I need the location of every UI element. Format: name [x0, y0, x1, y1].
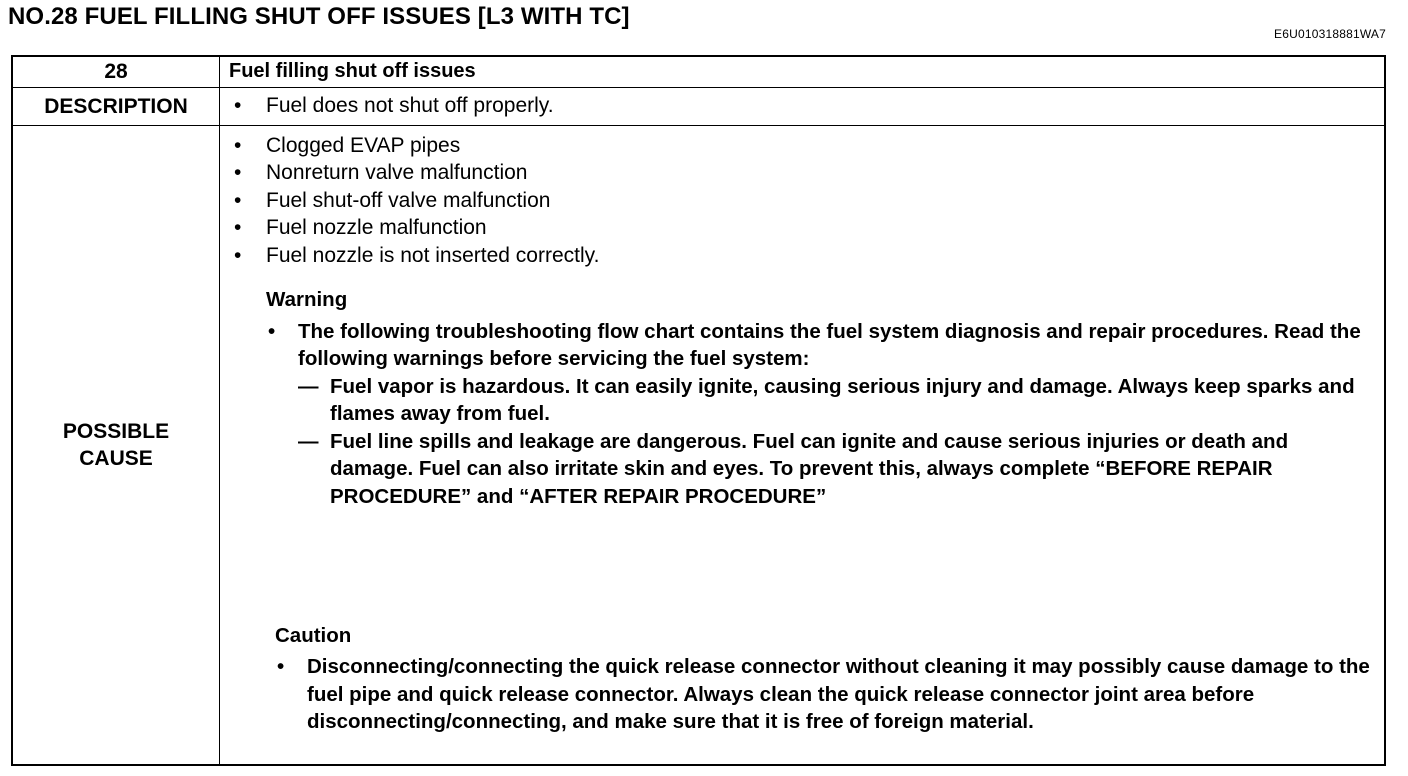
issue-name: Fuel filling shut off issues — [220, 56, 1386, 87]
caution-item: • Disconnecting/connecting the quick release connector without cleaning it may possibly cause damage to the fuel pipe and quick release connector. Always clean the quick release connector joint area before disconnecting/connecting, and make sure that it is free of foreign material. — [275, 653, 1385, 736]
description-list — [220, 92, 1384, 120]
cause-item: • Nonreturn valve malfunction — [234, 159, 1384, 187]
cause-item: • Fuel shut-off valve malfunction — [234, 187, 1384, 215]
possible-cause-cell — [220, 125, 1386, 765]
possible-cause-label — [12, 125, 220, 765]
table-header-row — [12, 56, 1385, 87]
issue-number: 28 — [12, 56, 220, 87]
cause-item: • Fuel nozzle is not inserted correctly. — [234, 242, 1384, 270]
warning-subitems — [298, 373, 1366, 511]
possible-cause-row — [12, 125, 1385, 765]
possible-cause-label-line2: CAUSE — [79, 446, 153, 470]
warning-block — [266, 286, 1366, 510]
warning-list — [266, 318, 1366, 511]
description-item: • Fuel does not shut off properly. — [234, 92, 1384, 120]
caution-list — [275, 653, 1385, 736]
warning-text: The following troubleshooting flow chart contains the fuel system diagnosis and repair procedures. Read the following warnings before servicing the fuel system: — [298, 319, 1361, 370]
caution-heading: Caution — [275, 623, 352, 647]
warning-heading: Warning — [266, 288, 348, 311]
troubleshooting-table — [11, 55, 1386, 766]
description-row — [12, 87, 1385, 125]
cause-item: • Clogged EVAP pipes — [234, 132, 1384, 160]
warning-subitem: — Fuel vapor is hazardous. It can easily ignite, causing serious injury and damage. Always keep sparks and flames away from fuel. — [298, 373, 1366, 428]
warning-item — [266, 318, 1366, 511]
description-label: DESCRIPTION — [12, 87, 220, 125]
cause-list — [220, 132, 1384, 270]
warning-subitem: — Fuel line spills and leakage are dangerous. Fuel can ignite and cause serious injuries or death and damage. Fuel can also irritate skin and eyes. To prevent this, always complete “BEFORE REPAIR PROCEDURE” and “AFTER REPAIR PROCEDURE” — [298, 428, 1366, 511]
cause-item: • Fuel nozzle malfunction — [234, 214, 1384, 242]
caution-block — [275, 622, 1385, 736]
page-title: NO.28 FUEL FILLING SHUT OFF ISSUES [L3 WITH TC] — [8, 3, 630, 30]
description-cell — [220, 87, 1386, 125]
document-code: E6U010318881WA7 — [1274, 27, 1386, 41]
possible-cause-label-line1: POSSIBLE — [62, 419, 170, 443]
